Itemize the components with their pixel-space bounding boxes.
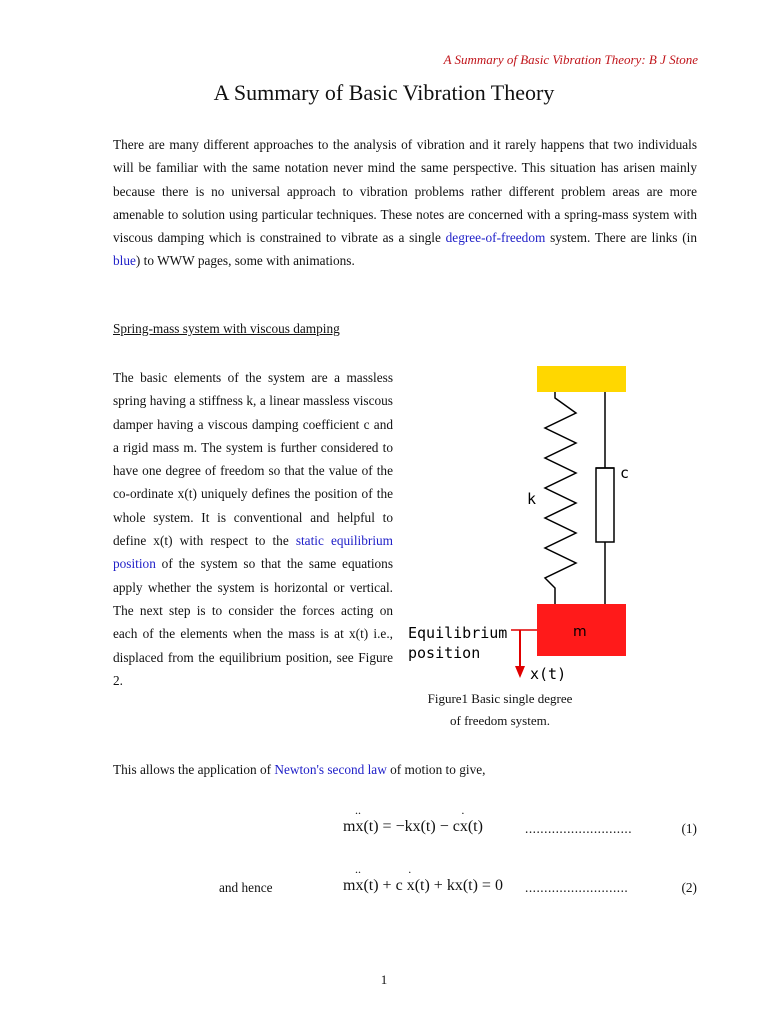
- section-paragraph: The basic elements of the system are a massless spring having a stiffness k, a linear massless viscous damper having a viscous damping coefficient c and a rigid mass m. The system is further considered to have one degree of freedom so that the value of the co-ordinate x(t) uniquely defines the position of the whole system. It is conventional and helpful to define x(t) with respect to the static equilibrium position of the system so that the same equations apply whether the system is horizontal or vertical. The next step is to consider the forces acting on each of the elements when the mass is at x(t) i.e., displaced from the equilibrium position, see Figure 2.: [113, 370, 394, 688]
- equation-2: [113, 877, 697, 903]
- mass-label: m: [573, 624, 587, 640]
- equilibrium-label-line2: position: [408, 644, 481, 662]
- equation-1: [113, 818, 697, 844]
- page-title: A Summary of Basic Vibration Theory: [213, 80, 555, 105]
- fixed-support: [537, 366, 626, 392]
- equation-2-expression: m·· x(t) + c · x(t) + kx(t) = 0: [343, 877, 503, 895]
- degree-of-freedom-link[interactable]: degree-of-freedom: [445, 230, 546, 246]
- equation-1-expression: m·· x(t) = −kx(t) − c· x(t): [343, 818, 483, 836]
- blue-link[interactable]: blue: [113, 253, 136, 269]
- page-number: 1: [380, 972, 388, 987]
- equation-2-number: (2): [681, 880, 697, 895]
- spring-label: k: [527, 490, 537, 508]
- equation-2-leader-dots: ...........................: [525, 880, 629, 895]
- intro-paragraph: There are many different approaches to the analysis of vibration and it rarely happens that two individuals will be familiar with the same notation never mind the same perspective. This situation has arisen mainly because there is no universal approach to vibration problems rather different problem areas are more amenable to solution using particular techniques. These notes are concerned with a spring-mass system with viscous damping which is constrained to vibrate as a single degree-of-freedom system. There are links (in blue) to WWW pages, some with animations.: [113, 137, 697, 269]
- running-header: A Summary of Basic Vibration Theory: B J Stone: [443, 52, 698, 67]
- equation-1-leader-dots: ............................: [525, 821, 633, 836]
- section-heading: Spring-mass system with viscous damping: [113, 321, 340, 336]
- newton-sentence: This allows the application of Newton's second law of motion to give,: [113, 762, 486, 777]
- static-equilibrium-link[interactable]: static equilibrium position: [113, 533, 394, 572]
- equation-2-lead: and hence: [219, 880, 273, 895]
- equilibrium-label-line1: Equilibrium: [408, 624, 508, 642]
- spring-mass-figure: [405, 358, 635, 683]
- damper-label: c: [620, 464, 630, 482]
- spring: [545, 392, 576, 604]
- newtons-second-law-link[interactable]: Newton's second law: [274, 762, 387, 777]
- displacement-label: x(t): [530, 665, 567, 683]
- figure-caption: Figure1 Basic single degree of freedom system.: [427, 691, 573, 728]
- damper-cylinder: [596, 468, 614, 542]
- displacement-arrowhead: [515, 666, 525, 678]
- equation-1-number: (1): [681, 821, 697, 836]
